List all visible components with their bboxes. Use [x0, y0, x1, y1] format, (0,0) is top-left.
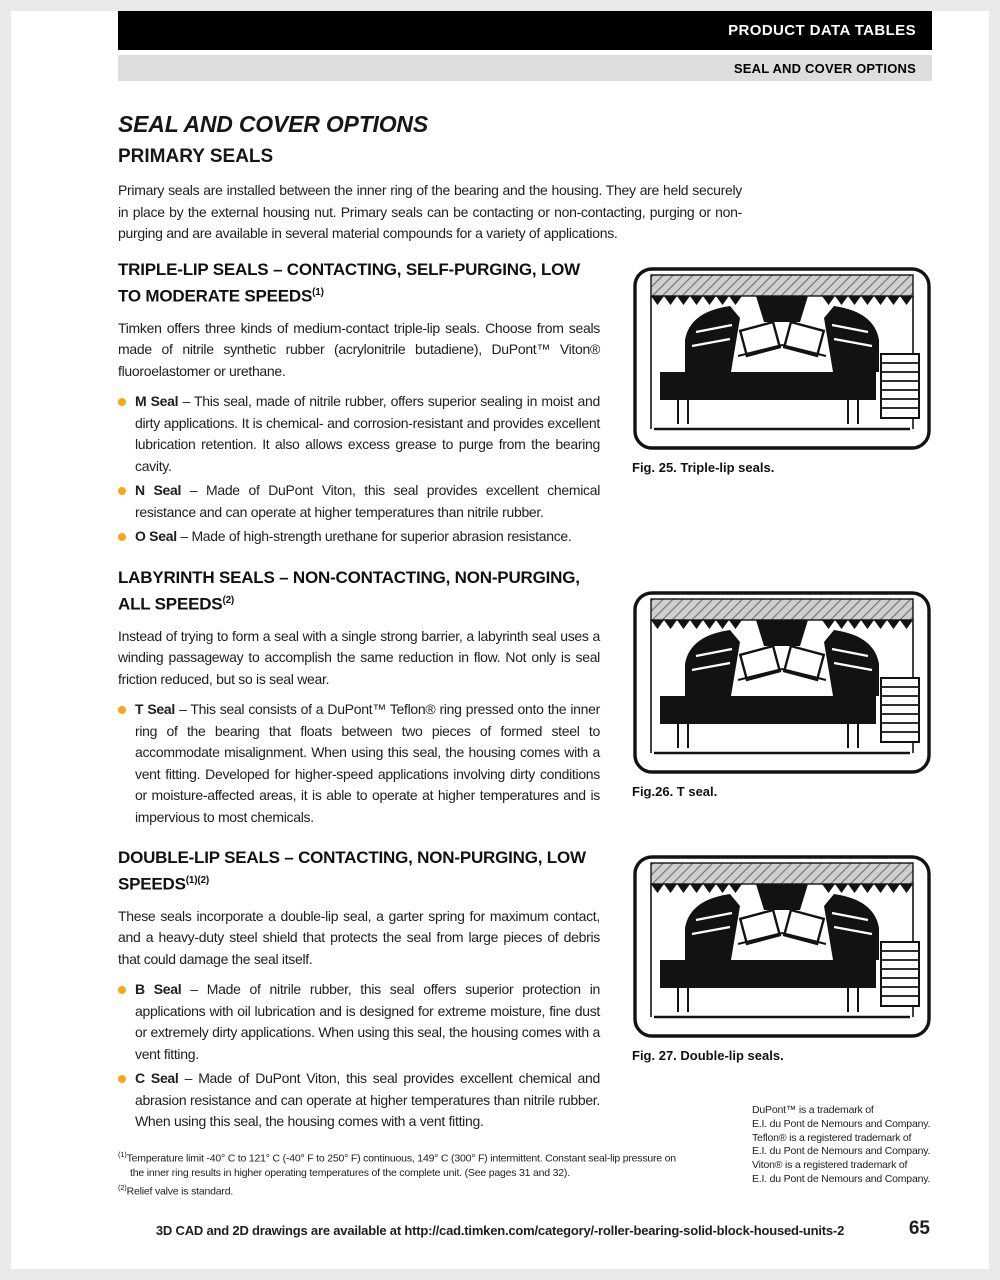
section-heading-footnote-ref: (1): [312, 287, 324, 298]
footnote-text: Temperature limit -40° C to 121° C (-40° F to 250° F) continuous, 149° C (300° F) intermittent. Constant seal-lip pressure on the inner ring results in higher operating temperatures of the complete unit. (See pages 31 and 32).: [126, 1152, 676, 1179]
list-item-m-seal: [118, 391, 600, 477]
trademark-notices: [752, 1104, 944, 1187]
bullet-dot-icon: [118, 706, 126, 714]
trademark-line: Teflon® is a registered trademark of: [752, 1131, 912, 1144]
footnote-2: [118, 1181, 678, 1199]
figure-double-lip-seals: [632, 854, 932, 1063]
figure-t-seal: [632, 590, 932, 799]
section-text-column: [118, 846, 600, 1136]
seal-description: – Made of high-strength urethane for superior abrasion resistance.: [176, 528, 572, 545]
footnote-text: Relief valve is standard.: [126, 1185, 234, 1197]
trademark-line: E.I. du Pont de Nemours and Company.: [752, 1172, 931, 1185]
footer-cad-url-note: 3D CAD and 2D drawings are available at http://cad.timken.com/category/-roller-bearing-solid-block-housed-units-2: [155, 1223, 845, 1238]
seal-type-list: [118, 391, 600, 548]
section-heading: [118, 846, 600, 896]
seal-description: – Made of DuPont Viton, this seal provides excellent chemical and abrasion resistance and can operate at higher temperatures than nitrile rubber. When using this seal, the housing comes with a vent fitting.: [135, 1070, 601, 1130]
seal-description: – Made of DuPont Viton, this seal provides excellent chemical resistance and can operate at higher temperatures than nitrile rubber.: [135, 482, 601, 520]
page-footer: [0, 1218, 1000, 1258]
intro-paragraph: Primary seals are installed between the inner ring of the bearing and the housing. They are held securely in place by the external housing nut. Primary seals can be contacting or non-contacting, purging or non-purging and are available in several material compounds for a variety of applications.: [118, 182, 742, 241]
seal-label: O Seal: [135, 528, 177, 545]
section-heading: [118, 258, 600, 308]
section-heading: [118, 566, 600, 616]
section-heading-text: LABYRINTH SEALS – NON-CONTACTING, NON-PURGING, ALL SPEEDS: [118, 568, 580, 614]
trademark-line: DuPont™ is a trademark of: [752, 1104, 874, 1116]
section-heading-text: DOUBLE-LIP SEALS – CONTACTING, NON-PURGING, LOW SPEEDS: [118, 848, 586, 894]
bearing-cross-section-drawing: [632, 266, 932, 451]
seal-description: – This seal consists of a DuPont™ Teflon® ring pressed onto the inner ring of the bearing that floats between two pieces of formed steel to accommodate misalignment. When using this seal, the housing comes with a vent fitting. Developed for higher-speed applications involving dirty conditions or moisture-affected areas, it is able to operate at higher temperatures and is impervious to most chemicals.: [135, 701, 601, 825]
seal-label: M Seal: [135, 393, 179, 410]
section-triple-lip-seals: [118, 258, 932, 551]
subheader-bar: [118, 55, 932, 81]
section-labyrinth-seals: [118, 566, 932, 831]
seal-type-list: [118, 979, 600, 1133]
trademark-line: Viton® is a registered trademark of: [752, 1159, 908, 1172]
list-item-o-seal: [118, 526, 600, 548]
list-item-c-seal: [118, 1068, 600, 1133]
page-subtitle: PRIMARY SEALS: [118, 146, 274, 167]
footnote-marker: (2): [118, 1182, 127, 1192]
list-item-t-seal: [118, 699, 600, 828]
header-bar-title: PRODUCT DATA TABLES: [728, 21, 916, 39]
section-heading-text: TRIPLE-LIP SEALS – CONTACTING, SELF-PURGING, LOW TO MODERATE SPEEDS: [118, 260, 581, 306]
seal-type-list: [118, 699, 600, 828]
figure-caption: Fig.26. T seal.: [632, 784, 718, 799]
section-text-column: [118, 258, 600, 551]
figure-caption: Fig. 25. Triple-lip seals.: [632, 460, 775, 475]
subheader-bar-title: SEAL AND COVER OPTIONS: [733, 60, 916, 76]
seal-label: T Seal: [135, 701, 175, 718]
footnote-1: [118, 1148, 678, 1181]
header-bar: [118, 10, 932, 50]
section-body: These seals incorporate a double-lip seal, a garter spring for maximum contact, and a heavy-duty steel shield that protects the seal from large pieces of debris that could damage the seal itself.: [118, 907, 600, 967]
bullet-dot-icon: [118, 398, 126, 406]
footnote-marker: (1): [118, 1150, 127, 1159]
section-double-lip-seals: [118, 846, 932, 1136]
seal-label: B Seal: [135, 981, 182, 998]
figure-triple-lip-seals: [632, 266, 932, 475]
section-body: Instead of trying to form a seal with a single strong barrier, a labyrinth seal uses a winding passageway to accomplish the same reduction in flow. Not only is seal friction reduced, but so is seal wear.: [118, 627, 600, 687]
bullet-dot-icon: [118, 533, 126, 541]
bullet-dot-icon: [118, 986, 126, 994]
seal-label: C Seal: [135, 1070, 179, 1087]
footnotes-block: [118, 1148, 678, 1199]
seal-description: – This seal, made of nitrile rubber, offers superior sealing in moist and dirty applications. It is chemical- and corrosion-resistant and provides excellent lubrication retention. It also allows excess grease to purge from the bearing cavity.: [135, 393, 600, 474]
page-number: 65: [908, 1218, 930, 1239]
trademark-line: E.I. du Pont de Nemours and Company.: [752, 1145, 931, 1158]
section-heading-footnote-ref: (2): [222, 595, 235, 606]
bearing-cross-section-drawing: [632, 590, 932, 775]
figure-caption: Fig. 27. Double-lip seals.: [632, 1048, 784, 1063]
section-text-column: [118, 566, 600, 831]
seal-description: – Made of nitrile rubber, this seal offers superior protection in applications with oil lubrication and is designed for extreme moisture, fine dust or extremely dirty applications. When using this seal, the housing comes with a vent fitting.: [135, 981, 600, 1062]
section-heading-footnote-ref: (1)(2): [185, 875, 210, 886]
seal-label: N Seal: [135, 482, 182, 499]
section-body: Timken offers three kinds of medium-contact triple-lip seals. Choose from seals made of nitrile synthetic rubber (acrylonitrile butadiene), DuPont™ Viton® fluoroelastomer or urethane.: [118, 319, 600, 379]
bullet-dot-icon: [118, 487, 126, 495]
trademark-line: E.I. du Pont de Nemours and Company.: [752, 1117, 931, 1130]
page-title: SEAL AND COVER OPTIONS: [118, 111, 428, 137]
bullet-dot-icon: [118, 1075, 126, 1083]
list-item-b-seal: [118, 979, 600, 1065]
bearing-cross-section-drawing: [632, 854, 932, 1039]
list-item-n-seal: [118, 480, 600, 523]
